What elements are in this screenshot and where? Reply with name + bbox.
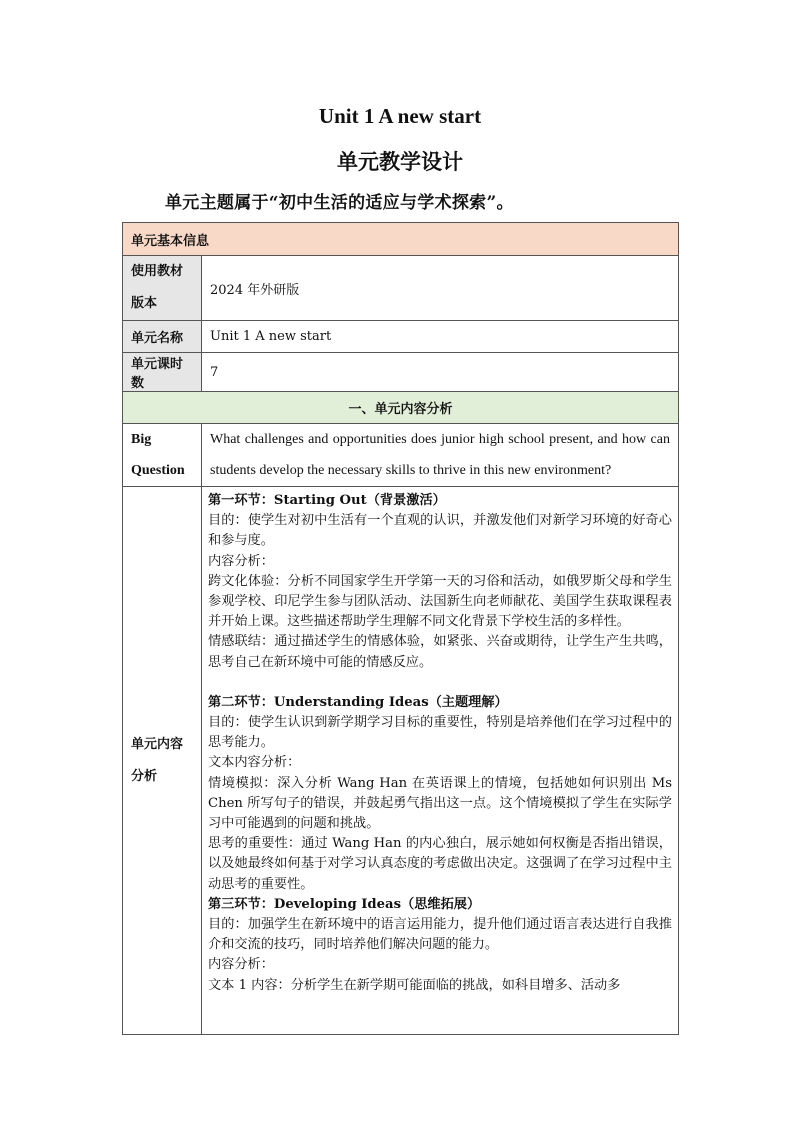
- paragraph: 情境模拟：深入分析 Wang Han 在英语课上的情境，包括她如何识别出 Ms Chen 所写句子的错误，并鼓起勇气指出这一点。这个情境模拟了学生在实际学习中可能遇到的问题和挑战。: [208, 775, 672, 832]
- table-row-unit-name: [123, 321, 679, 353]
- paragraph: 跨文化体验：分析不同国家学生开学第一天的习俗和活动，如俄罗斯父母和学生参观学校、印尼学生参与团队活动、法国新生向老师献花、美国学生获取课程表并开始上课。这些描述帮助学生理解不同文化背景下学校生活的多样性。: [208, 573, 672, 630]
- unit-design-table: [122, 222, 679, 1035]
- stage-heading-2: 第二环节：Understanding Ideas（主题理解）: [208, 694, 508, 710]
- paragraph: 内容分析：: [208, 553, 274, 569]
- paragraph: 文本内容分析：: [208, 755, 301, 771]
- big-question-text: What challenges and opportunities does junior high school present, and how can students develop the necessary skills to thrive in this new environment?: [202, 424, 679, 487]
- unit-theme-line: 单元主题属于“初中生活的适应与学术探索”。: [165, 193, 514, 213]
- table-row-content-analysis: [123, 487, 679, 1035]
- row-label-unit-name: 单元名称: [123, 321, 202, 353]
- paragraph: 目的：使学生对初中生活有一个直观的认识，并激发他们对新学习环境的好奇心和参与度。: [208, 513, 672, 549]
- section-title-analysis: 一、单元内容分析: [123, 392, 679, 424]
- stage-heading-1: 第一环节：Starting Out（背景激活）: [208, 493, 446, 508]
- paragraph: 目的：使学生认识到新学期学习目标的重要性，特别是培养他们在学习过程中的思考能力。: [208, 715, 672, 751]
- blank-line: [208, 673, 672, 693]
- content-analysis-body: [202, 487, 679, 1035]
- row-value-textbook: 2024 年外研版: [202, 256, 679, 321]
- content-analysis-label: 单元内容分析: [123, 487, 202, 1035]
- stage-heading-3: 第三环节：Developing Ideas（思维拓展）: [208, 896, 481, 912]
- paragraph: 文本 1 内容：分析学生在新学期可能面临的挑战，如科目增多、活动多: [208, 977, 621, 993]
- table-row-big-question: [123, 424, 679, 487]
- paragraph: 内容分析：: [208, 957, 274, 973]
- row-label-lesson-count: 单元课时数: [123, 353, 202, 392]
- section-header-basic-info: [123, 223, 679, 256]
- document-subtitle: 单元教学设计: [337, 149, 463, 174]
- row-label-textbook: 使用教材版本: [123, 256, 202, 321]
- paragraph: 思考的重要性：通过 Wang Han 的内心独白，展示她如何权衡是否指出错误，以及她最终如何基于对学习认真态度的考虑做出决定。这强调了在学习过程中主动思考的重要性。: [208, 836, 672, 892]
- row-value-lesson-count: 7: [202, 353, 679, 392]
- paragraph: 情感联结：通过描述学生的情感体验，如紧张、兴奋或期待，让学生产生共鸣，思考自己在新环境中可能的情感反应。: [208, 634, 672, 670]
- paragraph: 目的：加强学生在新环境中的语言运用能力，提升他们通过语言表达进行自我推介和交流的技巧，同时培养他们解决问题的能力。: [208, 917, 672, 953]
- section-header-analysis: [123, 392, 679, 424]
- table-row-textbook: [123, 256, 679, 321]
- section-title-basic-info: 单元基本信息: [123, 223, 679, 256]
- table-row-lesson-count: [123, 353, 679, 392]
- big-question-label: Big Question: [123, 424, 202, 487]
- document-title: Unit 1 A new start: [318, 104, 482, 128]
- row-value-unit-name: Unit 1 A new start: [202, 321, 679, 353]
